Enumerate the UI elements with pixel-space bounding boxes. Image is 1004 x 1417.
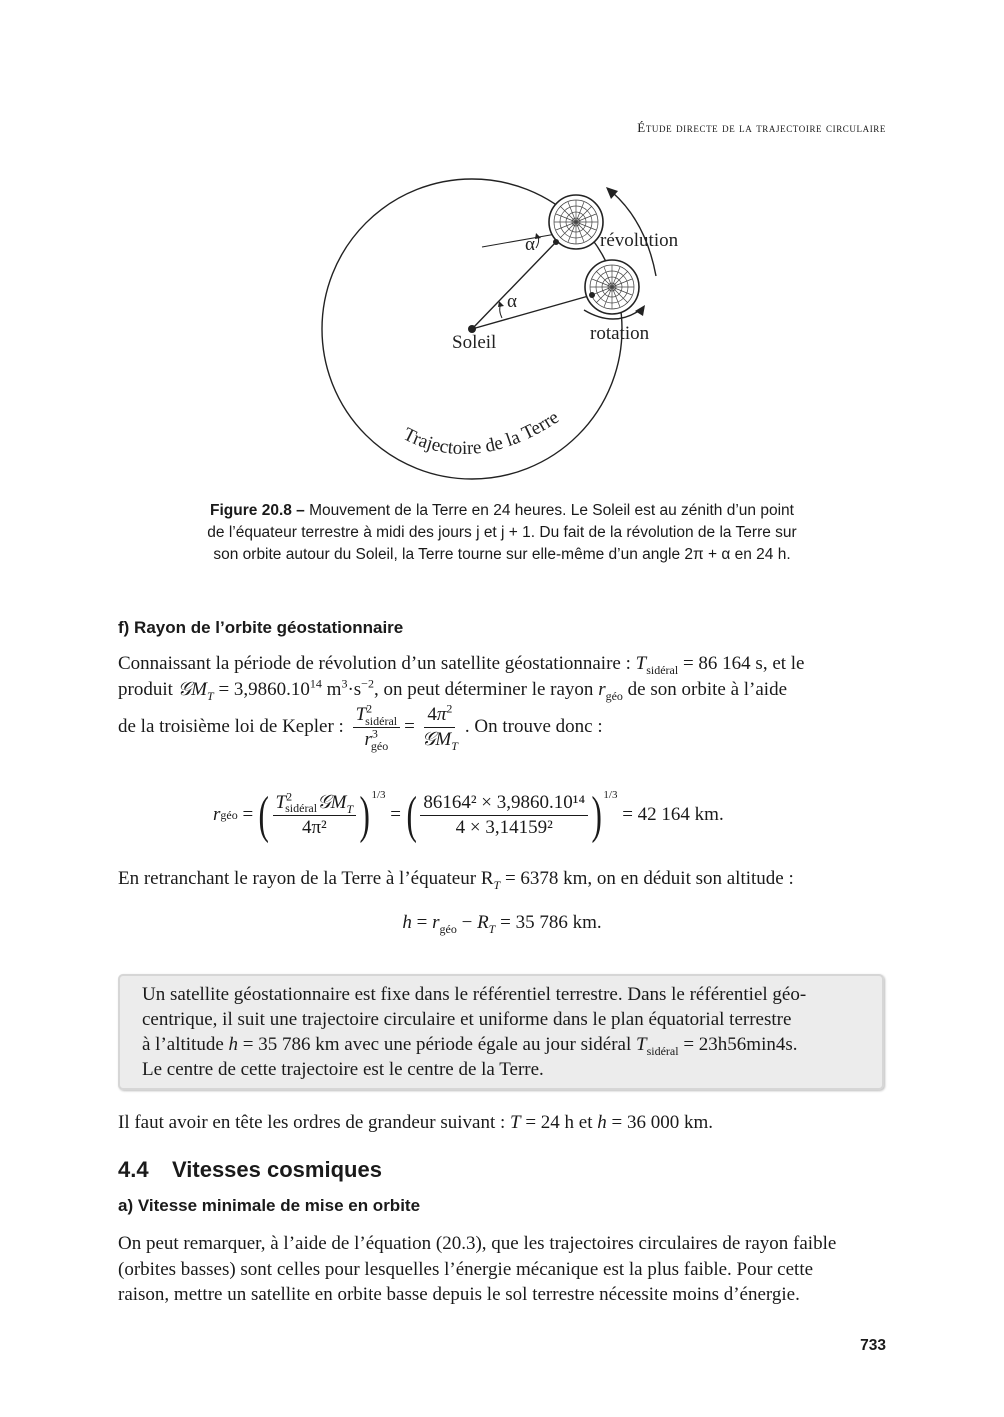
box-line3-a: à l’altitude xyxy=(142,1034,229,1055)
rgeo-den2: 4 × 3,14159² xyxy=(455,816,553,838)
alpha-center-label: α xyxy=(507,291,517,312)
paragraph-altitude xyxy=(118,866,794,892)
paragraph-ordres-grandeur: Il faut avoir en tête les ordres de grandeur suivant : T = 24 h et h = 36 000 km. xyxy=(118,1112,714,1133)
r-geo-symbol: r xyxy=(598,678,606,700)
gm-unit-m-exp: 3 xyxy=(341,676,348,691)
rgeo-fraction-1: $\frac{T^2_{sidéral}𝒢M_T}{\text{4π²}}$ xyxy=(273,792,357,839)
rotation-label: rotation xyxy=(590,323,650,344)
box-line4: Le centre de cette trajectoire est le centre de la Terre. xyxy=(142,1059,544,1080)
rgeo-result: = 42 164 km. xyxy=(622,804,724,825)
para1-text-c: produit xyxy=(118,678,178,700)
alpha-arrowhead-top xyxy=(535,233,541,239)
box-line1: Un satellite géostationnaire est fixe dans le référentiel terrestre. Dans le référentiel géo- xyxy=(142,984,807,1005)
alpha-top-label: α xyxy=(525,234,535,255)
para4-line1: On peut remarquer, à l’aide de l’équation (20.3), que les trajectoires circulaires de rayon faible xyxy=(118,1233,837,1254)
box-line3: à l’altitude h = 35 786 km avec une période égale au jour sidéral $T_{sidéral} = 23h56\min 4s$. xyxy=(142,1034,798,1058)
rgeo-num2: 86164² × 3,9860.10¹⁴ xyxy=(420,792,588,816)
paragraph-vitesse-minimale xyxy=(118,1231,886,1308)
caption-label: Figure 20.8 – xyxy=(210,502,305,519)
sun-earth2-line xyxy=(472,295,592,329)
running-title: Étude directe de la trajectoire circulaire xyxy=(637,120,886,135)
ordres-text-c: = 36 000 km. xyxy=(606,1112,714,1133)
gm-unit-s: ·s xyxy=(347,678,362,700)
box-line3-b: = 35 786 km avec une période égale au jour sidéral xyxy=(238,1034,636,1055)
rotation-arrowhead xyxy=(635,305,645,316)
gm-unit-s-exp: −2 xyxy=(361,676,374,691)
ordres-text-a: Il faut avoir en tête les ordres de grandeur suivant : xyxy=(118,1112,510,1133)
para2-text-a: En retranchant le rayon de la Terre à l’équateur R xyxy=(118,868,494,889)
para1-line2 xyxy=(118,677,886,703)
page-number: 733 xyxy=(860,1337,886,1354)
subsection-title-a: a) Vitesse minimale de mise en orbite xyxy=(118,1196,421,1215)
para4-line2: (orbites basses) sont celles pour lesquelles l’énergie mécanique est la plus faible. Pour cette xyxy=(118,1258,814,1280)
caption-line1: Mouvement de la Terre en 24 heures. Le Soleil est au zénith d’un point xyxy=(309,502,794,519)
t-sideral-sub: sidéral xyxy=(646,662,679,677)
para1-text-b: = 86 164 s, et le xyxy=(678,653,805,674)
kepler-fraction-right: $\frac{4\pi^2}{𝒢M_T}$ xyxy=(421,701,458,753)
gm-value: = 3,9860.10 xyxy=(213,678,310,700)
r-geo-sub: géo xyxy=(605,688,623,703)
paragraph-kepler xyxy=(118,651,886,751)
gm-symbol: 𝒢M xyxy=(177,678,207,700)
gm-unit-m: m xyxy=(321,678,342,700)
trajectory-label-path: Trajectoire de la Terre xyxy=(399,406,563,460)
para1-text-e: de son orbite à l’aide xyxy=(622,678,788,700)
alpha-arrowhead-center xyxy=(498,301,504,307)
para1-text-a: Connaissant la période de révolution d’un satellite géostationnaire : xyxy=(118,653,636,674)
earth-position-2 xyxy=(585,260,639,314)
equation-r-geo: r géo = ( $\frac{T^2_{sidéral}𝒢M_T}{\text{4π²}}$ ) $^{1/3}$ = ( $\frac{\text{86164² × 3,9860.10¹⁴}}{\text{4 × 3,14159²}}$ ) $^{1/3}$ = 42 164 km. xyxy=(213,786,724,844)
section-title: Vitesses cosmiques xyxy=(172,1157,382,1182)
figure-caption xyxy=(150,500,854,566)
revolution-arrowhead xyxy=(606,187,618,199)
section-heading-4-4 xyxy=(118,1157,382,1183)
rgeo-den1: 4π² xyxy=(301,816,327,838)
caption-line2: de l’équateur terrestre à midi des jours j et j + 1. Du fait de la révolution de la Terre sur xyxy=(207,524,797,541)
reference-line xyxy=(482,234,556,247)
para1-line3: de la troisième loi de Kepler : $\frac{T^2_{sidéral}}{r^3_{géo}}$ = $\frac{4\pi^2}{𝒢M_T}$ . On trouve donc : xyxy=(118,701,603,753)
kepler-fraction-left: $\frac{T^2_{sidéral}}{r^3_{géo}}$ xyxy=(353,704,401,751)
running-header xyxy=(637,120,886,136)
gm-sub: T xyxy=(207,688,214,703)
trajectory-label xyxy=(400,407,563,459)
section-number: 4.4 xyxy=(118,1157,149,1182)
para1-text-g: . On trouve donc : xyxy=(464,715,603,737)
sun-earth1-line xyxy=(472,242,556,329)
t-sideral-symbol: T xyxy=(635,653,647,674)
para1-line1 xyxy=(118,651,886,677)
equation-altitude: $h = r_{géo} - R_T = 35$ 786 km. xyxy=(402,912,602,936)
figure-earth-orbit xyxy=(300,168,720,498)
rt-sub: T xyxy=(493,877,501,892)
box-line2: centrique, il suit une trajectoire circulaire et uniforme dans le plan équatorial terrestre xyxy=(142,1009,792,1030)
revolution-label: révolution xyxy=(600,230,679,251)
para1-text-d: , on peut déterminer le rayon xyxy=(373,678,599,700)
subsection-title-f: f) Rayon de l’orbite géostationnaire xyxy=(118,618,404,637)
para2-text-b: = 6378 km, on en déduit son altitude : xyxy=(500,868,794,889)
caption-line3: son orbite autour du Soleil, la Terre tourne sur elle-même d’un angle 2π + α en 24 h. xyxy=(213,546,791,563)
ordres-text-b: = 24 h et xyxy=(520,1112,598,1133)
soleil-label: Soleil xyxy=(452,332,497,353)
gm-exp: 14 xyxy=(309,676,322,691)
remark-box-text xyxy=(142,982,862,1082)
para1-text-f: de la troisième loi de Kepler : xyxy=(118,715,349,737)
eq-h-result: = 35 786 km. xyxy=(500,912,602,933)
earth-position-1 xyxy=(549,195,603,249)
box-line3-c: = 23h56min4s. xyxy=(678,1034,798,1055)
para4-line3: raison, mettre un satellite en orbite basse depuis le sol terrestre nécessite moins d’énergie. xyxy=(118,1284,800,1305)
rgeo-fraction-2 xyxy=(420,792,588,839)
